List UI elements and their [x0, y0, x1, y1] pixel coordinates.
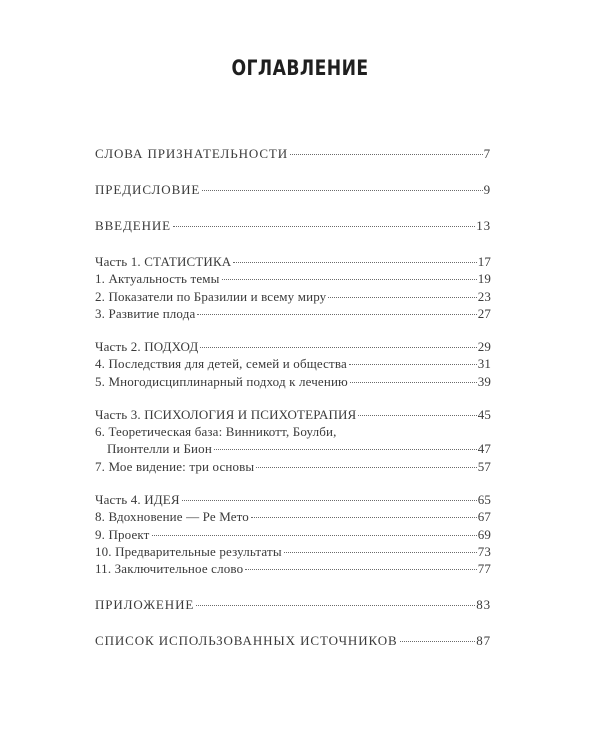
toc-page-number: 7	[483, 146, 491, 161]
toc-entry-title: Часть 4. ИДЕЯ	[95, 491, 180, 507]
dot-leader	[358, 415, 476, 416]
toc-entry-title: 9. Проект	[95, 526, 150, 542]
toc-page-number: 73	[477, 543, 491, 559]
toc-page-number: 47	[477, 441, 491, 457]
toc-entry-foreword[interactable]	[95, 181, 491, 198]
toc-page-number: 29	[477, 338, 491, 354]
table-of-contents	[95, 145, 491, 650]
toc-entry-chapter-7[interactable]	[95, 458, 491, 475]
toc-entry-chapter-11[interactable]	[95, 560, 491, 577]
toc-entry-part-4[interactable]	[95, 491, 491, 508]
dot-leader	[256, 467, 476, 468]
toc-entry-part-1[interactable]	[95, 253, 491, 270]
toc-entry-title: ВВЕДЕНИЕ	[95, 217, 172, 233]
dot-leader	[245, 569, 476, 570]
toc-page-number: 83	[476, 597, 491, 613]
toc-entry-chapter-2[interactable]	[95, 288, 491, 305]
toc-entry-title: 2. Показатели по Бразилии и всему миру	[95, 288, 327, 304]
toc-entry-title: 8. Вдохновение — Ре Мето	[95, 509, 249, 525]
toc-entry-title: 10. Предварительные результаты	[95, 543, 282, 559]
toc-entry-chapter-6[interactable]	[95, 423, 491, 458]
toc-entry-title: Часть 1. СТАТИСТИКА	[95, 253, 232, 269]
toc-page-number: 13	[476, 217, 491, 233]
toc-page-number: 77	[477, 561, 491, 577]
toc-entry-chapter-9[interactable]	[95, 526, 491, 543]
toc-entry-title: 4. Последствия для детей, семей и общества	[95, 356, 347, 372]
dot-leader	[328, 297, 476, 298]
toc-page-number: 57	[477, 458, 491, 474]
dot-leader	[197, 314, 476, 315]
toc-entry-title: 7. Мое видение: три основы	[95, 458, 255, 474]
toc-entry-acknowledgements[interactable]	[95, 145, 491, 162]
page-title: ОГЛАВЛЕНИЕ	[231, 56, 369, 80]
toc-page-number: 67	[477, 509, 491, 525]
toc-page-number: 23	[477, 288, 491, 304]
dot-leader	[214, 449, 477, 450]
toc-entry-title: СПИСОК ИСПОЛЬЗОВАННЫХ ИСТОЧНИКОВ	[95, 633, 398, 649]
toc-entry-chapter-8[interactable]	[95, 508, 491, 525]
toc-entry-title-line-1: 6. Теоретическая база: Винникотт, Боулби,	[95, 423, 337, 439]
toc-entry-title: ПРЕДИСЛОВИЕ	[95, 181, 201, 197]
toc-entry-references[interactable]	[95, 632, 491, 649]
toc-entry-chapter-3[interactable]	[95, 305, 491, 322]
dot-leader	[350, 382, 477, 383]
dot-leader	[182, 500, 477, 501]
toc-entry-chapter-4[interactable]	[95, 355, 491, 372]
toc-entry-title: 5. Многодисциплинарный подход к лечению	[95, 373, 348, 389]
dot-leader	[200, 347, 476, 348]
toc-page-number: 31	[477, 356, 491, 372]
dot-leader	[202, 190, 482, 191]
toc-page-number: 9	[483, 181, 491, 197]
dot-leader	[196, 605, 475, 606]
dot-leader	[173, 226, 475, 227]
toc-entry-title: СЛОВА ПРИЗНАТЕЛЬНОСТИ	[95, 146, 289, 161]
toc-entry-title-line-2: Пионтелли и Бион	[107, 441, 212, 457]
dot-leader	[222, 279, 477, 280]
toc-entry-introduction[interactable]	[95, 217, 491, 234]
toc-entry-chapter-1[interactable]	[95, 270, 491, 287]
toc-entry-chapter-5[interactable]	[95, 373, 491, 390]
toc-entry-part-2[interactable]	[95, 338, 491, 355]
dot-leader	[290, 154, 483, 155]
toc-page-number: 45	[477, 406, 491, 422]
toc-page-number: 27	[477, 305, 491, 321]
toc-page-number: 69	[477, 526, 491, 542]
toc-page-number: 87	[476, 633, 491, 649]
toc-entry-part-3[interactable]	[95, 406, 491, 423]
dot-leader	[152, 535, 477, 536]
toc-entry-title: 3. Развитие плода	[95, 305, 196, 321]
toc-entry-title: Часть 3. ПСИХОЛОГИЯ И ПСИХОТЕРАПИЯ	[95, 406, 357, 422]
toc-entry-line-2	[95, 440, 491, 457]
toc-entry-wrapped-title	[95, 423, 491, 458]
toc-entry-chapter-10[interactable]	[95, 543, 491, 560]
dot-leader	[349, 364, 477, 365]
toc-page-number: 65	[477, 491, 491, 507]
toc-page-number: 39	[477, 373, 491, 389]
dot-leader	[251, 517, 477, 518]
toc-page-number: 17	[477, 253, 491, 269]
toc-entry-title: ПРИЛОЖЕНИЕ	[95, 597, 195, 613]
toc-page-number: 19	[477, 271, 491, 287]
toc-entry-title: Часть 2. ПОДХОД	[95, 338, 199, 354]
dot-leader	[284, 552, 477, 553]
dot-leader	[400, 641, 476, 642]
toc-entry-appendix[interactable]	[95, 596, 491, 613]
toc-entry-title: 1. Актуальность темы	[95, 271, 220, 287]
dot-leader	[233, 262, 476, 263]
toc-entry-title: 11. Заключительное слово	[95, 561, 244, 577]
